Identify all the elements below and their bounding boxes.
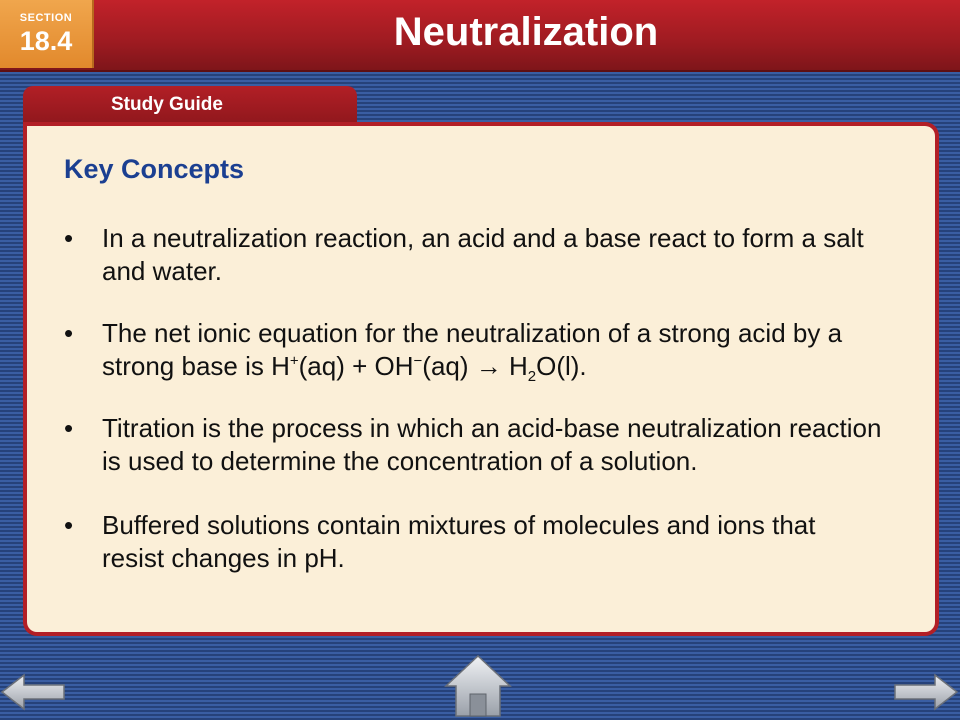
equation-text-after: O(l). xyxy=(536,351,587,381)
hydroxide-charge: − xyxy=(413,352,423,370)
page-title: Neutralization xyxy=(393,10,659,54)
right-arrow-icon xyxy=(895,675,957,709)
bullet-icon: • xyxy=(64,318,74,348)
previous-slide-button[interactable] xyxy=(0,672,66,712)
list-item xyxy=(64,222,884,288)
next-slide-button[interactable] xyxy=(893,672,959,712)
study-guide-label: Study Guide xyxy=(111,94,223,115)
home-button[interactable] xyxy=(444,652,512,718)
content-card xyxy=(23,122,939,636)
header-bar xyxy=(0,0,960,72)
list-item xyxy=(64,509,884,575)
concept-list xyxy=(64,222,884,575)
left-arrow-icon xyxy=(2,675,64,709)
list-item xyxy=(64,317,884,386)
equation-mid-2: (aq) → H xyxy=(422,351,528,381)
bullet-text: In a neutralization reaction, an acid and a base react to form a salt and water. xyxy=(102,223,864,286)
section-number: 18.4 xyxy=(19,26,73,56)
bullet-icon: • xyxy=(64,223,74,253)
equation-mid-1: (aq) + OH xyxy=(298,351,414,381)
hydrogen-charge: + xyxy=(289,352,299,370)
section-label: SECTION xyxy=(19,12,73,24)
bullet-text: Titration is the process in which an acid-base neutralization reaction is used to determine the concentration of a solution. xyxy=(102,413,882,476)
content-card-inner xyxy=(27,126,935,632)
list-item xyxy=(64,412,884,478)
bullet-icon: • xyxy=(64,510,74,540)
section-badge xyxy=(0,0,94,68)
water-subscript: 2 xyxy=(527,368,537,386)
bullet-text: Buffered solutions contain mixtures of molecules and ions that resist changes in pH. xyxy=(102,510,816,573)
key-concepts-heading: Key Concepts xyxy=(64,154,245,184)
study-guide-tab xyxy=(23,86,357,126)
equation-text-before: The net ionic equation for the neutralization of a strong acid by a strong base is H xyxy=(102,318,843,381)
bullet-icon: • xyxy=(64,413,74,443)
bullet-text xyxy=(102,318,843,386)
home-icon xyxy=(446,656,510,716)
